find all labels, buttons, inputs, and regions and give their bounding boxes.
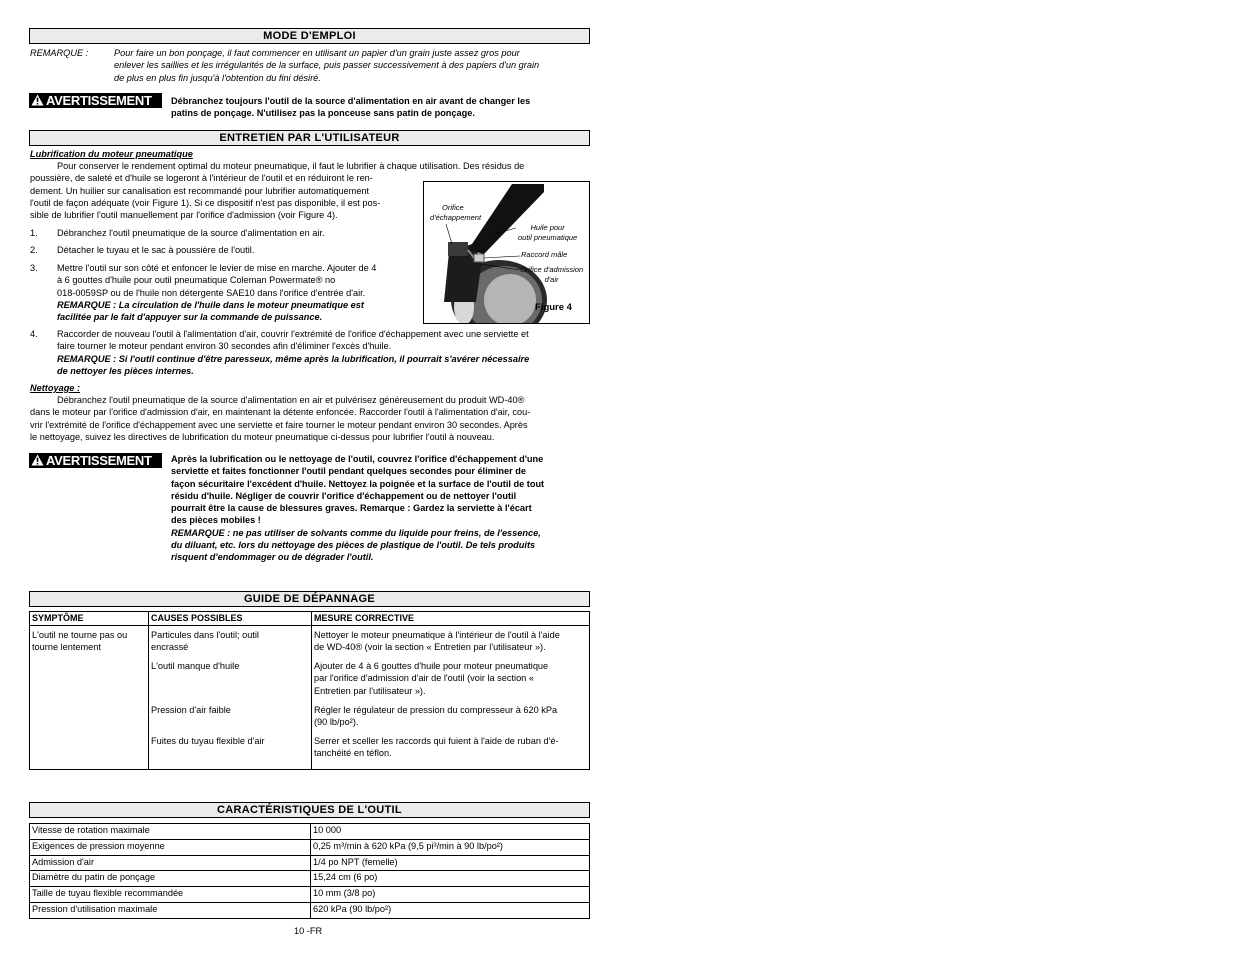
cause-block <box>151 660 309 704</box>
intro-line: sible de lubrifier l'outil manuellement par l'orifice d'admission (voir Figure 4). <box>30 210 338 221</box>
figure-label-line: Orifice <box>442 203 464 212</box>
warning-badge <box>29 93 162 108</box>
section-header-caracteristiques: CARACTÉRISTIQUES DE L'OUTIL <box>29 802 590 818</box>
fix-block <box>314 660 587 704</box>
table-row <box>30 887 590 903</box>
cell-line: Particules dans l'outil; outil <box>151 630 259 640</box>
nettoyage-line: dans le moteur par l'orifice d'admission d'air, en maintenant la détente enfoncée. Raccorder l'outil à l'alimentation d'air, cou- <box>30 407 531 418</box>
warning-triangle-icon <box>31 94 44 106</box>
warning-badge <box>29 453 162 468</box>
warning-line: serviette et faites fonctionner l'outil pendant quelques secondes pour éliminer de <box>171 466 526 477</box>
warning-line: patins de ponçage. N'utilisez pas la ponceuse sans patin de ponçage. <box>171 108 475 119</box>
step-note-line: de nettoyer les pièces internes. <box>57 365 194 376</box>
warning-text-2 <box>171 453 591 564</box>
spec-value: 1/4 po NPT (femelle) <box>311 856 590 871</box>
warning-line: Débranchez toujours l'outil de la source d'alimentation en air avant de changer les <box>171 96 531 106</box>
warning-line: résidu d'huile. Négliger de couvrir l'orifice d'échappement ou de nettoyer l'outil <box>171 490 517 501</box>
cell-line: tourne lentement <box>32 642 101 653</box>
figure-label-huile <box>518 223 577 242</box>
page-number: 10 -FR <box>294 926 323 936</box>
cell-line: de WD-40® (voir la section « Entretien par l'utilisateur »). <box>314 642 546 653</box>
cell-line: Pression d'air faible <box>151 705 231 715</box>
step-number: 1. <box>30 228 38 238</box>
step-number: 3. <box>30 263 38 273</box>
spec-label: Admission d'air <box>30 856 311 871</box>
spec-value: 10 mm (3/8 po) <box>311 887 590 903</box>
warning-text-1 <box>171 95 591 120</box>
cause-block <box>151 629 309 660</box>
table-row <box>30 856 590 871</box>
fix-block <box>314 629 587 660</box>
remarque-line: Pour faire un bon ponçage, il faut commencer en utilisant un papier d'un grain juste assez gros pour <box>114 48 520 58</box>
table-row <box>30 626 590 770</box>
warning-line: Après la lubrification ou le nettoyage de l'outil, couvrez l'orifice d'échappement d'une <box>171 454 544 464</box>
remarque-line: enlever les saillies et les irrégularités de la surface, puis passer successivement à des papiers d'un grain <box>114 60 540 71</box>
warning-line: des pièces mobiles ! <box>171 515 261 526</box>
intro-line: poussière, de saleté et d'huile se logeront à l'intérieur de l'outil et en réduiront le ren- <box>30 173 373 184</box>
warning-line: pourrait être la cause de blessures graves. Remarque : Gardez la serviette à l'écart <box>171 503 532 514</box>
symptom-cell <box>30 626 149 770</box>
causes-cell <box>149 626 312 770</box>
cell-line: Serrer et sceller les raccords qui fuient à l'aide de ruban d'é- <box>314 736 559 746</box>
table-header-row <box>30 612 590 626</box>
section-header-entretien: ENTRETIEN PAR L'UTILISATEUR <box>29 130 590 146</box>
warning-line: façon sécuritaire l'excédent d'huile. Nettoyez la poignée et la surface de l'outil de tout <box>171 478 545 489</box>
figure-4 <box>423 181 590 324</box>
step-number: 4. <box>30 329 38 339</box>
nettoyage-line: Débranchez l'outil pneumatique de la source d'alimentation en air et pulvérisez généreusement du produit WD-40® <box>57 395 525 405</box>
cell-line: L'outil ne tourne pas ou <box>32 630 128 640</box>
figure-label-line: Huile pour <box>530 223 565 232</box>
cell-line: L'outil manque d'huile <box>151 661 240 671</box>
figure-label-line: Orifice d'admission <box>520 265 584 274</box>
step-text <box>57 328 592 377</box>
step-text <box>57 262 419 323</box>
spec-label: Pression d'utilisation maximale <box>30 903 311 919</box>
step-line: 018-0059SP ou de l'huile non détergente SAE10 dans l'orifice d'entrée d'air. <box>57 287 366 298</box>
table-row <box>30 840 590 856</box>
cell-line: (90 lb/po²). <box>314 717 359 728</box>
figure-label-line: outil pneumatique <box>518 232 578 242</box>
cell-line: Nettoyer le moteur pneumatique à l'intérieur de l'outil à l'aide <box>314 630 560 640</box>
step-note-line: facilitée par le fait d'appuyer sur la commande de puissance. <box>57 312 323 323</box>
table-row <box>30 824 590 840</box>
fix-block <box>314 704 587 735</box>
table-row <box>30 871 590 887</box>
spec-value: 0,25 m³/min à 620 kPa (9,5 pi³/min à 90 lb/po²) <box>311 840 590 856</box>
step-line: Mettre l'outil sur son côté et enfoncer le levier de mise en marche. Ajouter de 4 <box>57 263 377 273</box>
figure-label-admission <box>520 265 583 284</box>
cell-line: Entretien par l'utilisateur »). <box>314 685 426 696</box>
subtitle-lubrification: Lubrification du moteur pneumatique <box>30 149 193 159</box>
section-header-depannage: GUIDE DE DÉPANNAGE <box>29 591 590 607</box>
warning-triangle-icon <box>31 454 44 466</box>
table-header-cell: SYMPTÔME <box>30 612 149 626</box>
spec-value: 620 kPa (90 lb/po²) <box>311 903 590 919</box>
fix-block <box>314 735 587 760</box>
cell-line: Ajouter de 4 à 6 gouttes d'huile pour moteur pneumatique <box>314 661 549 671</box>
figure-label-line: d'échappement <box>430 212 482 222</box>
step-note-line: REMARQUE : Si l'outil continue d'être paresseux, même après la lubrification, il pourrait s'avérer nécessaire <box>57 353 530 364</box>
spec-label: Taille de tuyau flexible recommandée <box>30 887 311 903</box>
intro-line: l'outil de façon adéquate (voir Figure 1). Si ce dispositif n'est pas disponible, il est pos- <box>30 197 381 208</box>
nettoyage-line: le nettoyage, suivez les directives de lubrification du moteur pneumatique ci-dessus pour lubrifier l'outil à nouveau. <box>30 431 495 442</box>
warning-note-line: risquent d'endommager ou de dégrader l'outil. <box>171 552 374 563</box>
cell-line: encrassé <box>151 642 189 653</box>
section-header-mode-emploi: MODE D'EMPLOI <box>29 28 590 44</box>
remarque-text <box>114 47 592 84</box>
step-note-line: REMARQUE : La circulation de l'huile dans le moteur pneumatique est <box>57 299 364 310</box>
step-line: Raccorder de nouveau l'outil à l'alimentation d'air, couvrir l'extrémité de l'orifice d'échappement avec une serviette et <box>57 329 529 339</box>
figure-label-echappement <box>430 203 481 222</box>
fix-cell <box>312 626 590 770</box>
figure-caption: Figure 4 <box>535 302 572 313</box>
step-number: 2. <box>30 245 38 255</box>
cause-block <box>151 735 309 747</box>
nettoyage-line: vrir l'extrémité de l'orifice d'échappement avec une serviette et faire tourner le moteur pendant environ 30 secondes. Après <box>30 419 528 430</box>
cause-block <box>151 704 309 735</box>
step-line: faire tourner le moteur pendant environ 30 secondes afin d'éliminer l'excès d'huile. <box>57 341 392 352</box>
troubleshooting-table <box>29 611 590 770</box>
figure-label-line: d'air <box>544 274 559 284</box>
warning-label: AVERTISSEMENT <box>46 93 152 108</box>
cell-line: par l'orifice d'admission d'air de l'outil (voir la section « <box>314 673 534 684</box>
intro-line: dement. Un huilier sur canalisation est recommandé pour lubrifier automatiquement <box>30 185 370 196</box>
warning-note-line: du diluant, etc. lors du nettoyage des pièces de plastique de l'outil. De tels produits <box>171 540 536 551</box>
step-text: Débranchez l'outil pneumatique de la source d'alimentation en air. <box>57 228 325 238</box>
spec-label: Diamètre du patin de ponçage <box>30 871 311 887</box>
figure-label-raccord: Raccord mâle <box>521 250 568 259</box>
table-row <box>30 903 590 919</box>
spec-value: 10 000 <box>311 824 590 840</box>
step-text: Détacher le tuyau et le sac à poussière de l'outil. <box>57 245 255 255</box>
specs-table <box>29 823 590 919</box>
step-line: à 6 gouttes d'huile pour outil pneumatique Coleman Powermate® no <box>57 275 336 286</box>
table-header-cell: CAUSES POSSIBLES <box>149 612 312 626</box>
warning-label: AVERTISSEMENT <box>46 453 152 468</box>
subtitle-nettoyage: Nettoyage : <box>30 383 81 393</box>
table-header-cell: MESURE CORRECTIVE <box>312 612 590 626</box>
remarque-line: de plus en plus fin jusqu'à l'obtention du fini désiré. <box>114 72 321 83</box>
nettoyage-text <box>30 394 592 443</box>
cell-line: tanchéité en téflon. <box>314 748 392 759</box>
cell-line: Fuites du tuyau flexible d'air <box>151 736 265 746</box>
intro-line: Pour conserver le rendement optimal du moteur pneumatique, il faut le lubrifier à chaque utilisation. Des résidus de <box>57 161 525 171</box>
warning-note-line: REMARQUE : ne pas utiliser de solvants comme du liquide pour freins, de l'essence, <box>171 527 541 538</box>
spec-value: 15,24 cm (6 po) <box>311 871 590 887</box>
spec-label: Vitesse de rotation maximale <box>30 824 311 840</box>
remarque-label: REMARQUE : <box>30 48 89 58</box>
spec-label: Exigences de pression moyenne <box>30 840 311 856</box>
cell-line: Régler le régulateur de pression du compresseur à 620 kPa <box>314 705 558 715</box>
